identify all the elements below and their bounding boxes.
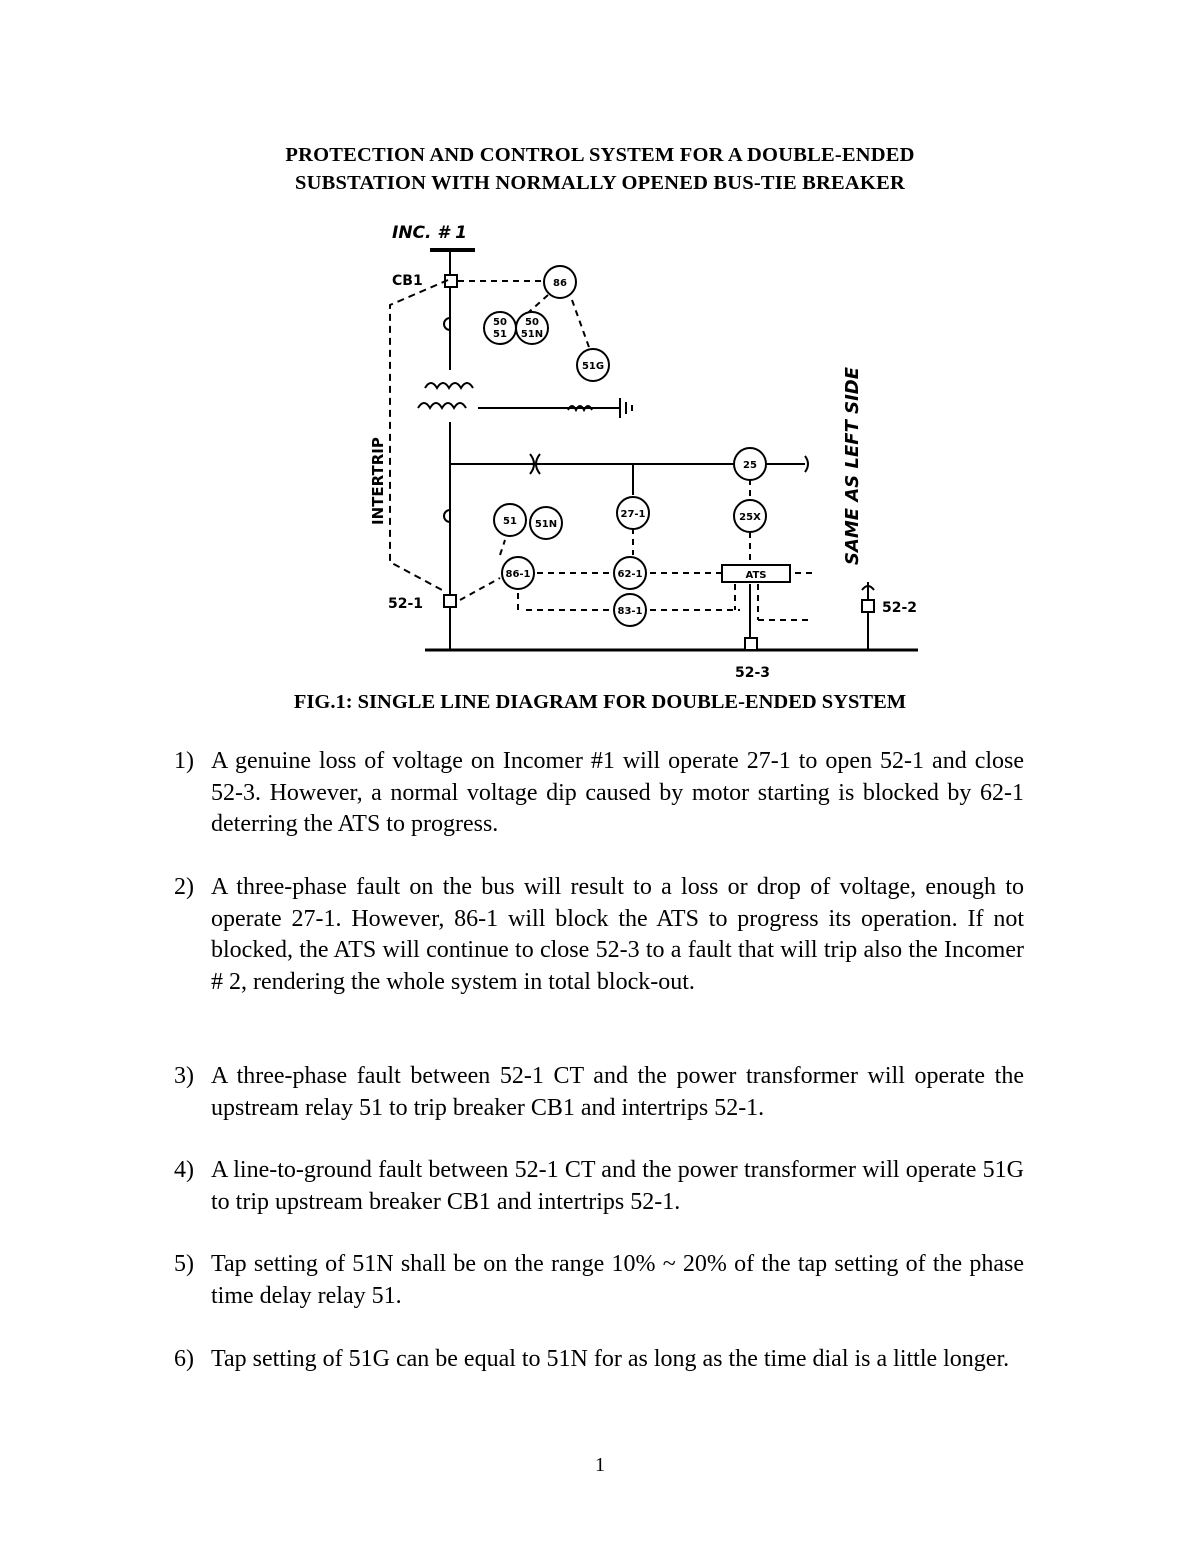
list-item — [174, 872, 1024, 998]
relay-86: 86 — [553, 278, 567, 289]
cb1-label: CB1 — [392, 273, 423, 289]
item-text: Tap setting of 51N shall be on the range 10% ~ 20% of the tap setting of the phase time delay relay 51. — [211, 1251, 1024, 1309]
relay-50n: 50 — [525, 317, 539, 328]
relay-51n-lower: 51N — [534, 519, 558, 530]
item-number: 1) — [174, 748, 194, 774]
item-text: A genuine loss of voltage on Incomer #1 will operate 27-1 to open 52-1 and close 52-3. However, a normal voltage dip caused by motor starting is blocked by 62-1 deterring the ATS to progress. — [211, 748, 1024, 837]
relay-51: 51 — [493, 329, 507, 340]
item-number: 4) — [174, 1157, 194, 1183]
breaker-52-3-label: 52-3 — [735, 665, 771, 681]
intertrip-label: INTERTRIP — [369, 437, 387, 525]
relay-86-1: 86-1 — [505, 569, 531, 580]
item-number: 5) — [174, 1251, 194, 1277]
incomer-label: INC. # 1 — [392, 223, 467, 243]
item-text: A three-phase fault on the bus will result to a loss or drop of voltage, enough to operate 27-1. However, 86-1 will block the ATS to progress its operation. If not blocked, the ATS will continue to close 52-3 to a fault that will trip also the Incomer # 2, rendering the whole system in total block-out. — [211, 874, 1024, 995]
relay-62-1: 62-1 — [617, 569, 643, 580]
breaker-52-2-label: 52-2 — [882, 600, 918, 616]
page-title-line-2: SUBSTATION WITH NORMALLY OPENED BUS-TIE BREAKER — [295, 172, 905, 194]
breaker-52-1-label: 52-1 — [388, 596, 424, 612]
list-item — [174, 1061, 1024, 1124]
list-item — [174, 1249, 1024, 1312]
item-number: 2) — [174, 874, 194, 900]
item-text: Tap setting of 51G can be equal to 51N for as long as the time dial is a little longer. — [211, 1346, 1010, 1372]
item-number: 6) — [174, 1346, 194, 1372]
page-number: 1 — [595, 1454, 605, 1476]
same-as-left-side-label: SAME AS LEFT SIDE — [842, 366, 863, 565]
item-text: A line-to-ground fault between 52-1 CT and the power transformer will operate 51G to trip upstream breaker CB1 and intertrips 52-1. — [211, 1157, 1024, 1215]
relay-51g: 51G — [581, 361, 605, 372]
relay-83-1: 83-1 — [617, 606, 643, 617]
relay-51-lower: 51 — [503, 516, 517, 527]
ats-box-label: ATS — [745, 570, 767, 581]
list-item — [174, 1344, 1024, 1376]
list-item — [174, 1155, 1024, 1218]
relay-50: 50 — [493, 317, 507, 328]
relay-51n-top: 51N — [520, 329, 544, 340]
relay-25: 25 — [743, 460, 757, 471]
figure-caption: FIG.1: SINGLE LINE DIAGRAM FOR DOUBLE-ENDED SYSTEM — [293, 691, 907, 713]
item-text: A three-phase fault between 52-1 CT and the power transformer will operate the upstream relay 51 to trip breaker CB1 and intertrips 52-1. — [211, 1063, 1024, 1121]
single-line-diagram — [350, 210, 930, 685]
list-item — [174, 746, 1024, 841]
item-number: 3) — [174, 1063, 194, 1089]
relay-25x: 25X — [739, 512, 761, 523]
relay-27-1: 27-1 — [620, 509, 646, 520]
page-title-line-1: PROTECTION AND CONTROL SYSTEM FOR A DOUBLE-ENDED — [285, 144, 915, 166]
